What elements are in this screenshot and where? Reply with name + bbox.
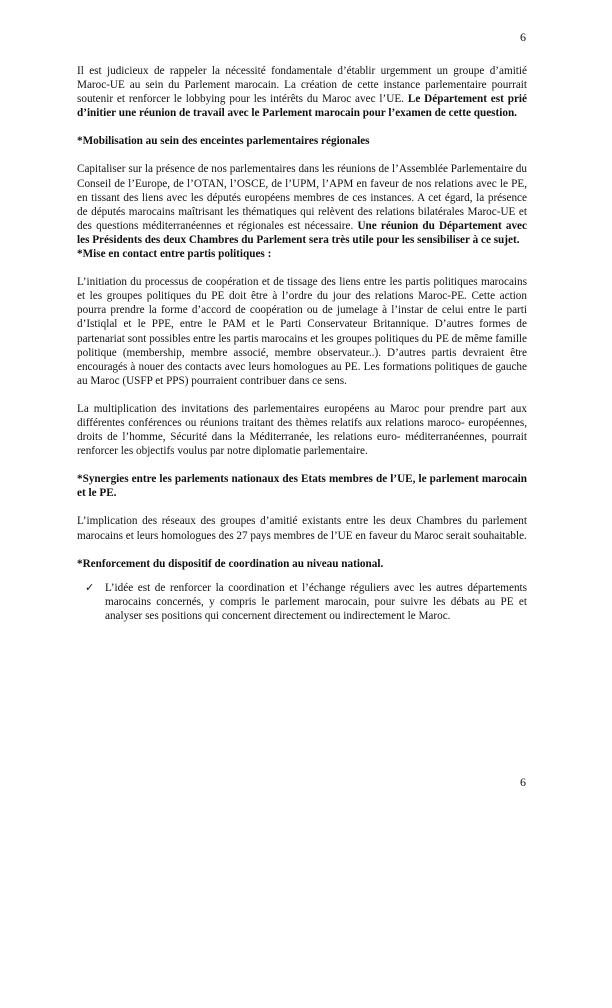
bullet-text: L’idée est de renforcer la coordination et l’échange réguliers avec les autres départements marocains concernés, y compris le parlement marocain, pour suivre les débats au PE et analyser ses positions qui concernent directement ou indirectement le Maroc. [105, 581, 527, 622]
page-number-bottom: 6 [520, 775, 526, 789]
paragraph-emphasis: Le Département est prié d’initier une réunion de travail avec le Parlement marocain pour l’examen de cette question. [77, 93, 527, 120]
section-heading-synergies: *Synergies entre les parlements nationaux des Etats membres de l’UE, le parlement marocain et le PE. [77, 473, 527, 500]
paragraph-capitaliser [77, 162, 527, 247]
section-heading-mobilisation: *Mobilisation au sein des enceintes parlementaires régionales [77, 135, 370, 148]
paragraph-multiplication: La multiplication des invitations des parlementaires européens au Maroc pour prendre part aux différentes conférences ou réunions traitant des thèmes relatifs aux relations maroco- européennes, droits de l’homme, Sécurité dans la Méditerranée, les relations euro- méditerranéennes, pourrait renforcer les objectifs voulus par notre diplomatie parlementaire. [77, 402, 527, 458]
document-body [77, 64, 527, 623]
paragraph-text: Capitaliser sur la présence de nos parlementaires dans les réunions de l’Assemblée Parlementaire du Conseil de l’Europe, de l’OTAN, l’OSCE, de l’UPM, l’APM en faveur de nos relations avec le PE, en tissant des liens avec les députés européens membres de ces instances. A cet égard, la présence de députés marocains maîtrisant les thématiques qui relèvent des relations bilatérales Maroc-UE et des questions méditerranéennes et régionales est nécessaire. [77, 163, 527, 232]
paragraph-initiation: L’initiation du processus de coopération et de tissage des liens entre les partis politiques marocains et les groupes politiques du PE doit être à l’ordre du jour des relations Maroc-PE. Cette action pourra prendre la forme d’accord de coopération ou de jumelage à l’instar de celui entre le parti d’Istiqlal et le PPE, entre le PAM et le Parti Conservateur Britannique. D’autres formes de partenariat sont possibles entre les partis marocains et les groupes politiques du PE de même famille politique (membership, membre associé, membre observateur..). D’autres partis devraient être encouragés à nouer des contacts avec leurs homologues au PE. Les formations politiques de gauche au Maroc (USFP et PPS) pourraient contribuer dans ce sens. [77, 276, 527, 387]
paragraph-groupe-amitie [77, 64, 527, 120]
section-heading-partis: *Mise en contact entre partis politiques : [77, 248, 272, 261]
paragraph-emphasis: Une réunion du Département avec les Présidents des deux Chambres du Parlement sera très utile pour les sensibiliser à ce sujet. [77, 219, 527, 246]
section-heading-renforcement: *Renforcement du dispositif de coordination au niveau national. [77, 557, 384, 570]
checkmark-icon: ✓ [85, 580, 95, 594]
page-number-top: 6 [520, 30, 526, 44]
bullet-item [77, 581, 527, 623]
paragraph-implication: L’implication des réseaux des groupes d’amitié existants entre les deux Chambres du parlement marocains et leurs homologues des 27 pays membres de l’UE en faveur du Maroc serait souhaitable. [77, 515, 527, 542]
paragraph-text: Il est judicieux de rappeler la nécessité fondamentale d’établir urgemment un groupe d’amitié Maroc-UE au sein du Parlement marocain. La création de cette instance parlementaire pourrait soutenir et renforcer le lobbying pour les intérêts du Maroc avec l’UE. [77, 65, 527, 106]
